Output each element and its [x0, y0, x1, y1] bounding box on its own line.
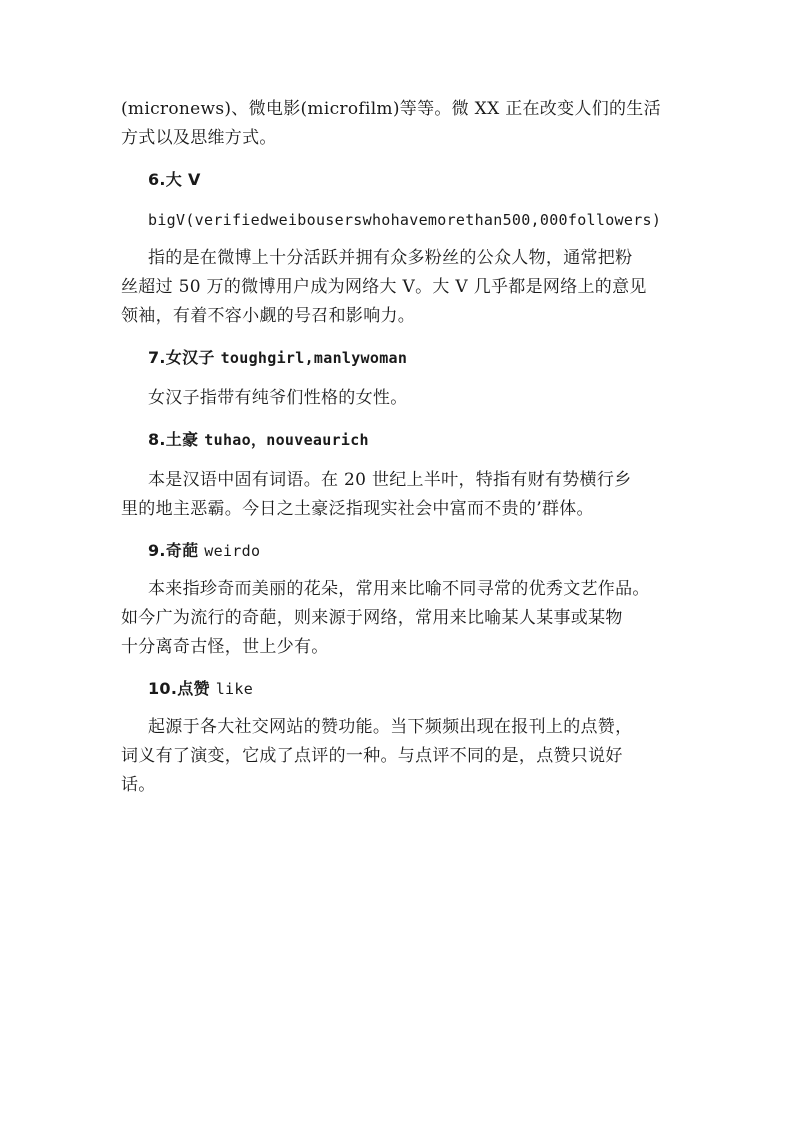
entry-9-heading	[148, 539, 260, 563]
entry-10-heading-en: like	[215, 680, 254, 698]
entry-8-heading-cn: 8.土豪	[148, 430, 199, 449]
entry-10-body-line-2: 词义有了演变，它成了点评的一种。与点评不同的是，点赞只说好	[121, 746, 623, 766]
entry-6-subtitle: bigV(verifiedweibouserswhohavemorethan500,000followers)	[148, 211, 662, 229]
entry-10-body-line-1: 起源于各大社交网站的赞功能。当下频频出现在报刊上的点赞，	[148, 717, 633, 737]
entry-6-body-line-3: 领袖，有着不容小觑的号召和影响力。	[121, 306, 416, 326]
entry-10-body-line-3: 话。	[121, 775, 156, 795]
entry-9-body-line-3: 十分离奇古怪，世上少有。	[121, 637, 329, 657]
entry-8-body-line-1: 本是汉语中固有词语。在 20 世纪上半叶，特指有财有势横行乡	[148, 470, 632, 490]
entry-7-heading	[148, 346, 407, 370]
entry-9-body-line-2: 如今广为流行的奇葩，则来源于网络，常用来比喻某人某事或某物	[121, 608, 623, 628]
entry-8-heading	[148, 428, 369, 452]
entry-7-heading-cn: 7.女汉子	[148, 348, 215, 367]
entry-6-body-line-2: 丝超过 50 万的微博用户成为网络大 V。大 V 几乎都是网络上的意见	[121, 277, 647, 297]
intro-line-2: 方式以及思维方式。	[121, 128, 277, 148]
entry-9-heading-cn: 9.奇葩	[148, 541, 199, 560]
entry-7-heading-en: toughgirl,manlywoman	[220, 349, 408, 367]
entry-8-body-line-2: 里的地主恶霸。今日之土豪泛指现实社会中富而不贵的’群体。	[121, 499, 594, 519]
entry-10-heading-cn: 10.点赞	[148, 679, 210, 698]
entry-10-heading	[148, 677, 253, 701]
entry-7-body-line-1: 女汉子指带有纯爷们性格的女性。	[148, 388, 408, 408]
intro-line-1: (micronews)、微电影(microfilm)等等。微 XX 正在改变人们的生活	[121, 99, 661, 119]
entry-6-heading: 6.大 V	[148, 170, 201, 189]
entry-9-heading-en: weirdo	[204, 542, 261, 560]
entry-6-body-line-1: 指的是在微博上十分活跃并拥有众多粉丝的公众人物，通常把粉	[148, 248, 633, 268]
entry-9-body-line-1: 本来指珍奇而美丽的花朵，常用来比喻不同寻常的优秀文艺作品。	[148, 579, 650, 599]
entry-8-heading-en: tuhao，nouveaurich	[204, 431, 369, 449]
